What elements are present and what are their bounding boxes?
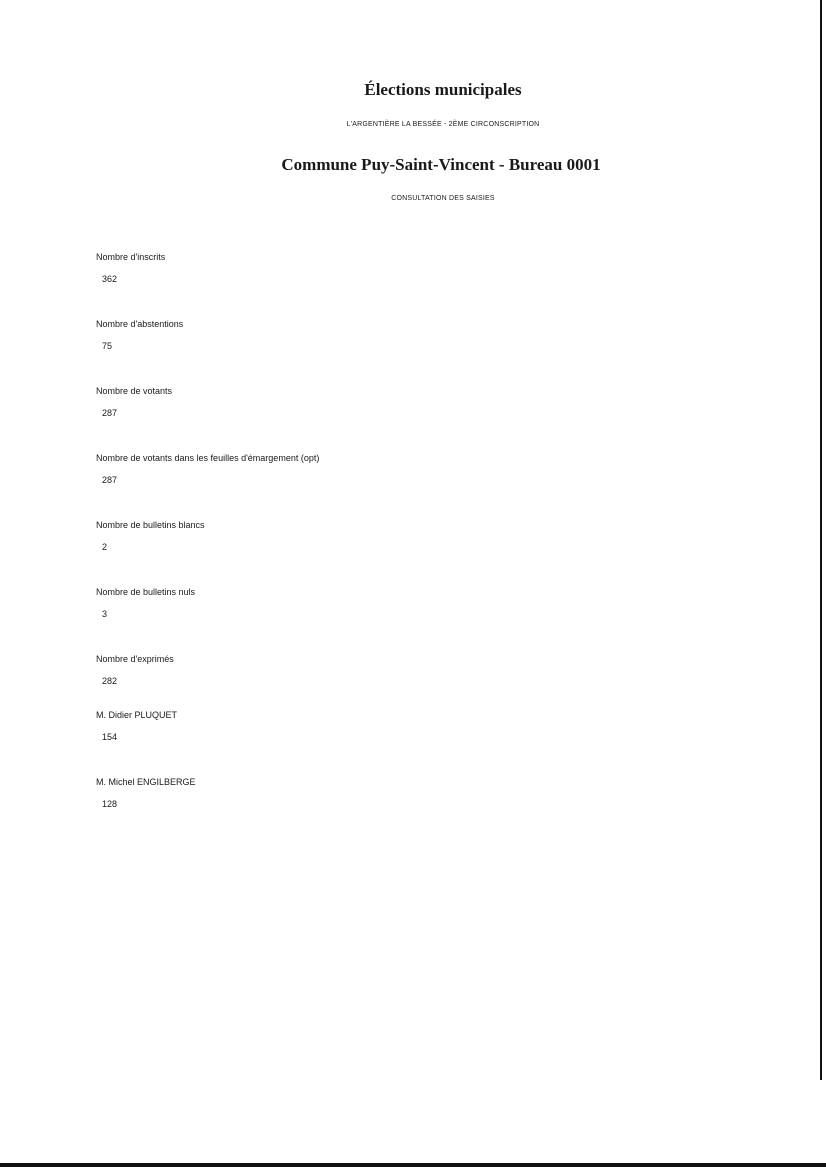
field-label: Nombre d'abstentions bbox=[96, 319, 184, 329]
field-label: Nombre d'exprimés bbox=[96, 654, 174, 664]
field-candidate-engilberge bbox=[96, 777, 196, 810]
field-value: 2 bbox=[102, 542, 108, 552]
field-value: 287 bbox=[102, 475, 118, 485]
field-value: 287 bbox=[102, 408, 118, 418]
field-value: 3 bbox=[102, 609, 108, 619]
commune-heading: Commune Puy-Saint-Vincent - Bureau 0001 bbox=[281, 155, 601, 174]
field-inscrits bbox=[96, 252, 165, 285]
field-candidate-pluquet bbox=[96, 710, 177, 743]
field-abstentions bbox=[96, 319, 183, 352]
field-value: 362 bbox=[102, 274, 118, 284]
field-exprimes bbox=[96, 654, 174, 687]
field-label: Nombre de votants dans les feuilles d'émargement (opt) bbox=[96, 453, 320, 463]
field-label: Nombre de votants bbox=[96, 386, 173, 396]
field-value: 128 bbox=[102, 799, 118, 809]
field-value: 154 bbox=[102, 732, 118, 742]
document-title: Élections municipales bbox=[364, 80, 522, 99]
field-label: M. Michel ENGILBERGE bbox=[96, 777, 196, 787]
consultation-label: CONSULTATION DES SAISIES bbox=[391, 195, 495, 202]
field-label: Nombre de bulletins nuls bbox=[96, 587, 196, 597]
field-label: Nombre d'inscrits bbox=[96, 252, 166, 262]
field-votants bbox=[96, 386, 172, 419]
circonscription-subtitle: L'ARGENTIÈRE LA BESSÉE - 2ÈME CIRCONSCRIPTION bbox=[346, 121, 540, 128]
field-value: 75 bbox=[102, 341, 113, 351]
field-label: Nombre de bulletins blancs bbox=[96, 520, 205, 530]
field-value: 282 bbox=[102, 676, 118, 686]
field-bulletins-blancs bbox=[96, 520, 205, 553]
field-votants-emargement bbox=[96, 453, 319, 486]
field-bulletins-nuls bbox=[96, 587, 195, 620]
scan-border-bottom bbox=[0, 1163, 826, 1167]
field-label: M. Didier PLUQUET bbox=[96, 710, 178, 720]
